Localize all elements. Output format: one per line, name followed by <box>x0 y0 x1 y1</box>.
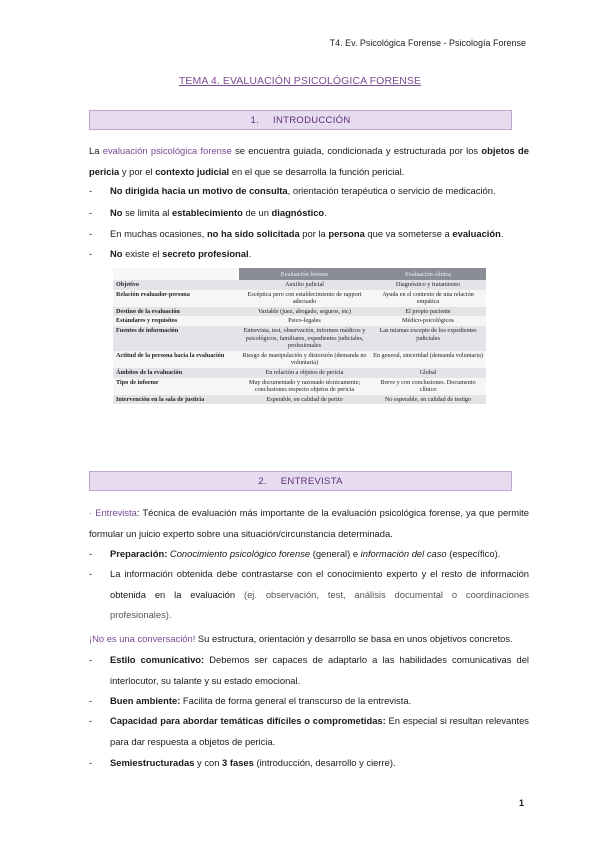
text: y con <box>194 757 223 768</box>
list-item <box>89 203 529 224</box>
text: (introducción, desarrollo y cierre). <box>253 757 396 768</box>
bold-term: evaluación <box>452 228 501 239</box>
table-cell: Actitud de la persona hacia la evaluación <box>113 351 239 368</box>
bold-term: No dirigida hacia un <box>110 185 203 196</box>
table-cell: Auxilio judicial <box>239 280 370 290</box>
table-cell: Intervención en la sala de justicia <box>113 395 239 405</box>
table-cell: Ayuda en el contexto de una relación empática <box>370 290 486 307</box>
italic-term: Conocimiento psicológico forense <box>169 548 311 559</box>
table-row <box>113 307 486 317</box>
text: se encuentra guiada, condicionada y estructurada por los <box>231 145 482 156</box>
section-heading-entrevista <box>89 471 512 491</box>
table-cell: Riesgo de manipulación y distorsión (demanda no voluntaria) <box>239 351 370 368</box>
table-cell: Destino de la evaluación <box>113 307 239 317</box>
table-header-cell: Evaluación forense <box>239 268 370 280</box>
bullet-dash: - <box>89 568 93 579</box>
table-header-cell: Evaluación clínica <box>370 268 486 280</box>
table-row <box>113 378 486 395</box>
bullet-dash: - <box>89 185 93 196</box>
bullet-dash: - <box>89 207 93 218</box>
bullet-dash: - <box>89 715 93 726</box>
section-label: INTRODUCCIÓN <box>273 114 351 126</box>
text: : Técnica de evaluación más importante de la evaluación psicológica forense, ya que permite formular un juicio experto sobre una situación/circunstancia determinada. <box>89 507 529 539</box>
conversation-paragraph <box>89 628 529 649</box>
highlight-term: Entrevista <box>95 507 137 518</box>
entrevista-definition <box>89 502 529 544</box>
bold-term: No <box>110 207 123 218</box>
list-item <box>89 224 529 245</box>
table-cell: Fuentes de información <box>113 326 239 351</box>
table-cell: Muy documentado y razonado técnicamente; conclusiones respecto objetos de pericia <box>239 378 370 395</box>
table-cell: Tipo de informe <box>113 378 239 395</box>
text: por la <box>299 228 329 239</box>
table-cell: Esperable, en calidad de perito <box>239 395 370 405</box>
list-item <box>89 564 529 626</box>
comparison-table <box>113 268 486 404</box>
bold-term: persona <box>328 228 365 239</box>
italic-term: información del caso <box>360 548 447 559</box>
text: . <box>500 228 504 239</box>
intro-paragraph <box>89 140 529 182</box>
list-item <box>89 691 529 712</box>
table-header-row <box>113 268 486 280</box>
bold-term: Buen ambiente: <box>110 695 181 706</box>
bold-term: no ha sido solicitada <box>206 228 300 239</box>
bullet-dash: - <box>89 248 93 259</box>
document-title: TEMA 4. EVALUACIÓN PSICOLÓGICA FORENSE <box>178 75 422 87</box>
page-number: 1 <box>518 798 524 808</box>
highlight-term: · <box>89 507 96 518</box>
table-cell: Diagnóstico y tratamiento <box>370 280 486 290</box>
list-item <box>89 711 529 752</box>
table-row <box>113 351 486 368</box>
list-item <box>89 650 529 691</box>
text: que va someterse a <box>364 228 453 239</box>
text: (específico). <box>446 548 501 559</box>
table-header-cell <box>113 268 239 280</box>
text: existe el <box>122 248 163 259</box>
running-header: T4. Ev. Psicológica Forense - Psicología Forense <box>329 38 526 48</box>
bold-term: 3 fases <box>222 757 254 768</box>
table-cell: Las mismas excepto de los expedientes judiciales <box>370 326 486 351</box>
text: Debemos ser capaces de adaptarlo a las habilidades comunicativas del interlocutor, su talante y su estado emocional. <box>110 654 529 686</box>
text: La <box>89 145 103 156</box>
list-item <box>89 753 529 774</box>
bullet-dash: - <box>89 695 93 706</box>
section-label: ENTREVISTA <box>280 475 343 487</box>
text: La información obtenida debe contrastarse con el conocimiento experto y el resto de información obtenida en la evaluación <box>110 568 529 600</box>
table-cell: No esperable, en calidad de testigo <box>370 395 486 405</box>
bold-term: Semiestructuradas <box>110 757 195 768</box>
bullet-dash: - <box>89 228 93 239</box>
section-number: 2. <box>258 475 267 487</box>
example-note: (ej. observación, test, análisis documental o coordinaciones profesionales). <box>110 588 529 620</box>
section-number: 1. <box>250 114 260 126</box>
table-cell: Objetivo <box>113 280 239 290</box>
table-cell: Médico-psicológicos <box>370 316 486 326</box>
table-cell: Ámbitos de la evaluación <box>113 368 239 378</box>
bold-term: establecimiento <box>172 207 243 218</box>
text: En especial si resultan relevantes para dar respuesta a objetos de pericia. <box>110 715 529 747</box>
table-cell: Breve y con conclusiones. Documento clínico <box>370 378 486 395</box>
table-cell: Estándares y requisitos <box>113 316 239 326</box>
bold-term: Estilo comunicativo: <box>110 654 205 665</box>
text: . <box>324 207 327 218</box>
text: de un <box>242 207 272 218</box>
bold-term: Preparación: <box>110 548 168 559</box>
text: y por el <box>119 166 156 177</box>
table-row <box>113 290 486 307</box>
table-cell: Psico-legales <box>239 316 370 326</box>
table-cell: Relación evaluador-persona <box>113 290 239 307</box>
list-item <box>89 181 529 202</box>
bold-term: secreto profesional <box>162 248 249 259</box>
list-item <box>89 544 529 565</box>
text: En muchas ocasiones, <box>110 228 207 239</box>
text: Su estructura, orientación y desarrollo se basa en unos objetivos concretos. <box>195 633 513 644</box>
table-cell: Entrevista, test, observación, informes médicos y psicológicos, familiares, expedientes judiciales, profesionales <box>239 326 370 351</box>
table-cell: Global <box>370 368 486 378</box>
bold-term: No <box>110 248 123 259</box>
bold-term: Capacidad para abordar temáticas difíciles o comprometidas: <box>110 715 386 726</box>
table-cell: Escéptica pero con establecimiento de rapport adecuado <box>239 290 370 307</box>
bullet-dash: - <box>89 654 93 665</box>
table-row <box>113 280 486 290</box>
table-cell: En general, sinceridad (demanda voluntaria) <box>370 351 486 368</box>
bold-term: diagnóstico <box>271 207 325 218</box>
text: (general) e <box>310 548 361 559</box>
table-cell: El propio paciente <box>370 307 486 317</box>
table-cell: En relación a objetos de pericia <box>239 368 370 378</box>
bullet-dash: - <box>89 757 93 768</box>
bold-term: objetos de pericia <box>89 145 529 177</box>
bullet-dash: - <box>89 548 93 559</box>
highlight-term: ¡No es una conversación! <box>89 633 196 644</box>
table-cell: Variable (juez, abogado, seguros, etc) <box>239 307 370 317</box>
text: se limita al <box>122 207 172 218</box>
bold-term: contexto judicial <box>155 166 230 177</box>
text: . <box>248 248 252 259</box>
text: Facilita de forma general el transcurso de la entrevista. <box>180 695 412 706</box>
table-row <box>113 316 486 326</box>
table-row <box>113 368 486 378</box>
bold-term: motivo de consulta <box>202 185 288 196</box>
list-item <box>89 244 529 265</box>
table-row <box>113 326 486 351</box>
section-heading-introduccion <box>89 110 512 130</box>
text: , orientación terapéutica o servicio de medicación. <box>287 185 496 196</box>
highlight-term: evaluación psicológica forense <box>102 145 232 156</box>
table-row <box>113 395 486 405</box>
text: en el que se desarrolla la función pericial. <box>229 166 405 177</box>
